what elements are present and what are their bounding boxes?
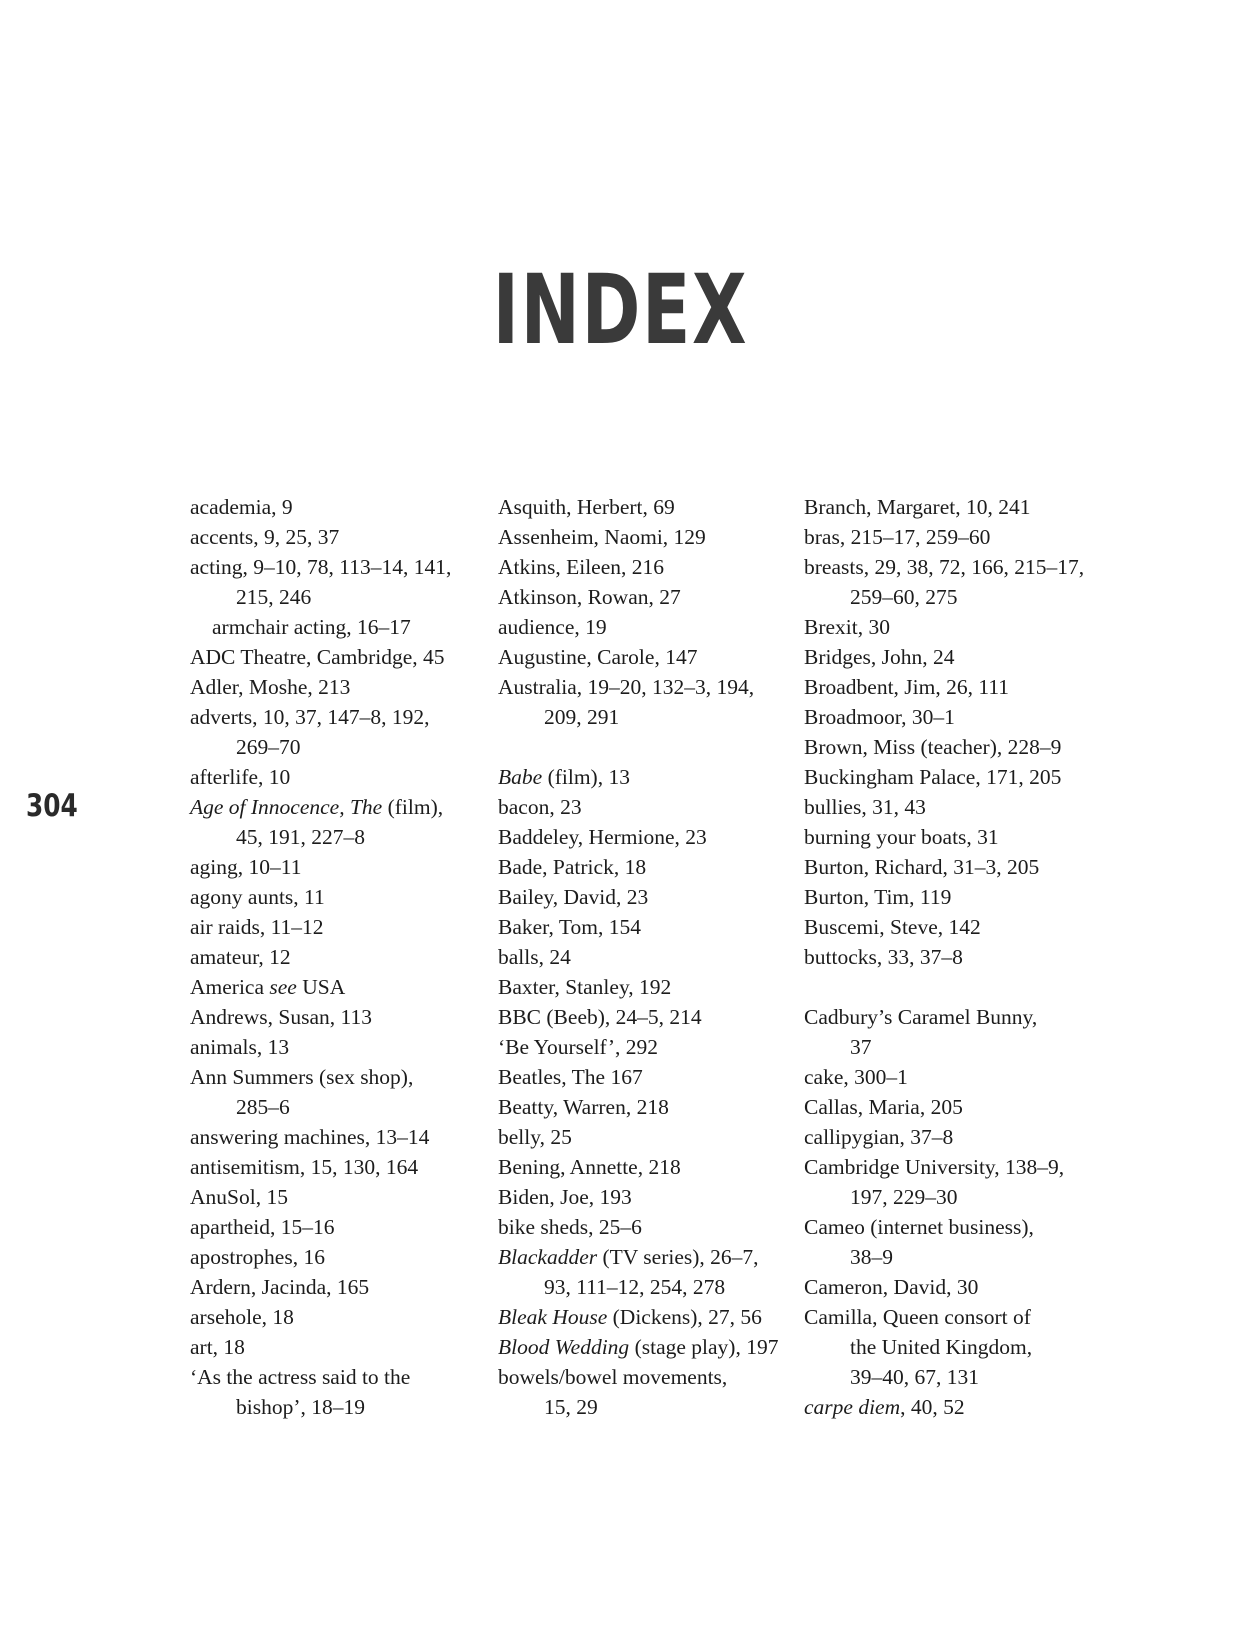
index-entry (804, 1122, 1104, 1152)
index-entry-text: bacon, 23 (498, 795, 582, 819)
index-entry-text: buttocks, 33, 37–8 (804, 945, 963, 969)
index-entry-text: Burton, Tim, 119 (804, 885, 952, 909)
letter-group-spacer (804, 972, 1104, 1002)
index-entry (804, 1392, 1104, 1422)
index-column-2 (498, 492, 798, 1422)
index-entry-continuation (804, 1242, 1104, 1272)
index-entry-text: acting, 9–10, 78, 113–14, 141, (190, 555, 452, 579)
index-entry (190, 492, 490, 522)
index-entry-text: Adler, Moshe, 213 (190, 675, 351, 699)
index-entry-text: ‘Be Yourself’, 292 (498, 1035, 659, 1059)
index-entry-text: Baxter, Stanley, 192 (498, 975, 672, 999)
index-entry-text: Cameron, David, 30 (804, 1275, 979, 1299)
index-entry-text: Beatty, Warren, 218 (498, 1095, 669, 1119)
index-entry (804, 912, 1104, 942)
index-entry (498, 672, 798, 702)
index-entry-text: Bailey, David, 23 (498, 885, 649, 909)
index-entry-text: bras, 215–17, 259–60 (804, 525, 991, 549)
index-entry-continuation (190, 582, 490, 612)
index-entry-text: Ardern, Jacinda, 165 (190, 1275, 370, 1299)
index-entry-continuation (190, 732, 490, 762)
index-entry (190, 912, 490, 942)
index-entry-text: 39–40, 67, 131 (850, 1365, 979, 1389)
index-entry-text: Atkinson, Rowan, 27 (498, 585, 681, 609)
index-entry-italic-text: Blackadder (498, 1245, 598, 1269)
index-entry-text: (film), (382, 795, 444, 819)
index-entry-text: 197, 229–30 (850, 1185, 958, 1209)
index-entry (498, 522, 798, 552)
index-entry-text: armchair acting, 16–17 (212, 615, 411, 639)
index-entry-text: America (190, 975, 270, 999)
index-entry-continuation (190, 612, 490, 642)
index-entry-text: amateur, 12 (190, 945, 291, 969)
index-entry-text: Branch, Margaret, 10, 241 (804, 495, 1031, 519)
page-number: 304 (26, 788, 78, 824)
index-entry-text: Biden, Joe, 193 (498, 1185, 632, 1209)
index-entry-text: answering machines, 13–14 (190, 1125, 430, 1149)
index-entry (804, 1062, 1104, 1092)
index-entry-italic-text: carpe diem (804, 1395, 901, 1419)
index-entry (190, 1032, 490, 1062)
index-entry-text: aging, 10–11 (190, 855, 302, 879)
index-entry (190, 882, 490, 912)
index-entry-text: air raids, 11–12 (190, 915, 324, 939)
index-entry-text: 285–6 (236, 1095, 290, 1119)
index-entry-text: (TV series), 26–7, (597, 1245, 759, 1269)
index-entry-text: Ann Summers (sex shop), (190, 1065, 414, 1089)
index-entry-text: Cambridge University, 138–9, (804, 1155, 1065, 1179)
index-entry-text: 215, 246 (236, 585, 312, 609)
index-entry-italic-text: Blood Wedding (498, 1335, 630, 1359)
index-entry-text: 93, 111–12, 254, 278 (544, 1275, 726, 1299)
index-entry (804, 732, 1104, 762)
index-entry (190, 1062, 490, 1092)
index-entry (498, 942, 798, 972)
index-entry-text: 45, 191, 227–8 (236, 825, 365, 849)
index-entry-continuation (190, 1392, 490, 1422)
index-entry (190, 1002, 490, 1032)
index-entry-continuation (190, 822, 490, 852)
index-entry (804, 762, 1104, 792)
index-entry (804, 1002, 1104, 1032)
index-entry (190, 792, 490, 822)
index-entry-text: 259–60, 275 (850, 585, 958, 609)
index-entry (804, 1092, 1104, 1122)
index-entry-italic-text: Bleak House (498, 1305, 608, 1329)
index-entry-text: agony aunts, 11 (190, 885, 325, 909)
index-entry (804, 1302, 1104, 1332)
index-entry (498, 1122, 798, 1152)
index-entry-text: USA (296, 975, 346, 999)
index-entry-italic-text: Age of Innocence, The (190, 795, 383, 819)
index-entry-text: ‘As the actress said to the (190, 1365, 411, 1389)
index-entry (190, 1182, 490, 1212)
index-column-3 (804, 492, 1104, 1422)
index-entry-text: 209, 291 (544, 705, 620, 729)
index-entry-text: 37 (850, 1035, 872, 1059)
index-entry (498, 1002, 798, 1032)
index-entry-text: (stage play), 197 (629, 1335, 779, 1359)
index-entry (804, 942, 1104, 972)
index-entry-text: Callas, Maria, 205 (804, 1095, 963, 1119)
index-entry (190, 852, 490, 882)
index-entry-text: belly, 25 (498, 1125, 572, 1149)
index-entry (804, 642, 1104, 672)
index-entry-text: balls, 24 (498, 945, 571, 969)
index-entry (190, 702, 490, 732)
index-entry-text: accents, 9, 25, 37 (190, 525, 340, 549)
index-entry-text: apostrophes, 16 (190, 1245, 325, 1269)
index-entry (498, 1182, 798, 1212)
index-entry-text: Baker, Tom, 154 (498, 915, 641, 939)
index-entry-continuation (190, 1092, 490, 1122)
index-entry-text: bike sheds, 25–6 (498, 1215, 642, 1239)
index-entry-text: Buckingham Palace, 171, 205 (804, 765, 1062, 789)
index-entry (190, 1242, 490, 1272)
index-entry-continuation (498, 1272, 798, 1302)
index-entry (804, 612, 1104, 642)
letter-group-spacer (498, 732, 798, 762)
index-entry (498, 552, 798, 582)
index-entry (804, 552, 1104, 582)
index-entry (190, 1122, 490, 1152)
index-entry-text: arsehole, 18 (190, 1305, 294, 1329)
index-entry-text: callipygian, 37–8 (804, 1125, 954, 1149)
index-entry-italic-text: Babe (498, 765, 543, 789)
index-entry (498, 1062, 798, 1092)
index-entry-text: Burton, Richard, 31–3, 205 (804, 855, 1040, 879)
index-entry (804, 702, 1104, 732)
index-entry (498, 1362, 798, 1392)
index-entry (498, 822, 798, 852)
index-entry (804, 522, 1104, 552)
index-entry (498, 792, 798, 822)
index-entry-text: (Dickens), 27, 56 (607, 1305, 762, 1329)
index-entry (190, 1152, 490, 1182)
index-entry-text: cake, 300–1 (804, 1065, 908, 1089)
index-entry (804, 492, 1104, 522)
index-entry-text: bishop’, 18–19 (236, 1395, 365, 1419)
index-entry (190, 972, 490, 1002)
page-title: INDEX (492, 254, 749, 366)
index-entry-text: Bridges, John, 24 (804, 645, 955, 669)
index-entry (804, 852, 1104, 882)
index-entry-continuation (498, 702, 798, 732)
index-entry-text: adverts, 10, 37, 147–8, 192, (190, 705, 430, 729)
index-entry-continuation (804, 1182, 1104, 1212)
index-entry-text: Australia, 19–20, 132–3, 194, (498, 675, 755, 699)
index-entry (190, 1302, 490, 1332)
index-entry-text: academia, 9 (190, 495, 293, 519)
index-entry (498, 1032, 798, 1062)
index-entry (498, 642, 798, 672)
index-entry (190, 1332, 490, 1362)
index-entry (498, 1212, 798, 1242)
index-entry-text: audience, 19 (498, 615, 607, 639)
index-entry (804, 1272, 1104, 1302)
index-entry-text: Camilla, Queen consort of (804, 1305, 1031, 1329)
index-entry-text: Bening, Annette, 218 (498, 1155, 681, 1179)
index-entry (804, 672, 1104, 702)
index-entry (498, 762, 798, 792)
index-entry (190, 942, 490, 972)
index-entry (190, 1362, 490, 1392)
index-entry-text: Brown, Miss (teacher), 228–9 (804, 735, 1062, 759)
index-entry (498, 912, 798, 942)
index-entry-italic-text: see (269, 975, 297, 999)
index-entry (498, 882, 798, 912)
index-entry-text: Cadbury’s Caramel Bunny, (804, 1005, 1038, 1029)
index-entry (498, 1302, 798, 1332)
index-entry-text: Andrews, Susan, 113 (190, 1005, 372, 1029)
index-entry (804, 882, 1104, 912)
index-entry (804, 792, 1104, 822)
index-entry-text: Augustine, Carole, 147 (498, 645, 698, 669)
index-entry-continuation (498, 1392, 798, 1422)
index-entry (190, 762, 490, 792)
index-entry-text: antisemitism, 15, 130, 164 (190, 1155, 419, 1179)
index-entry (498, 1332, 798, 1362)
index-entry-text: Asquith, Herbert, 69 (498, 495, 675, 519)
index-entry-continuation (804, 1362, 1104, 1392)
index-entry-text: the United Kingdom, (850, 1335, 1033, 1359)
index-entry-text: Brexit, 30 (804, 615, 890, 639)
index-entry (190, 1212, 490, 1242)
index-entry-text: AnuSol, 15 (190, 1185, 288, 1209)
index-entry-text: (film), 13 (542, 765, 630, 789)
index-entry (190, 642, 490, 672)
index-entry (498, 972, 798, 1002)
index-entry-text: 269–70 (236, 735, 301, 759)
index-entry (498, 612, 798, 642)
index-entry-text: Atkins, Eileen, 216 (498, 555, 665, 579)
index-entry-text: bullies, 31, 43 (804, 795, 926, 819)
index-entry (498, 1092, 798, 1122)
index-entry-text: art, 18 (190, 1335, 245, 1359)
index-entry-text: Assenheim, Naomi, 129 (498, 525, 706, 549)
index-entry-continuation (804, 1032, 1104, 1062)
index-entry (804, 822, 1104, 852)
index-entry-text: Bade, Patrick, 18 (498, 855, 647, 879)
index-entry-text: 15, 29 (544, 1395, 598, 1419)
index-entry-text: Baddeley, Hermione, 23 (498, 825, 707, 849)
index-entry-text: breasts, 29, 38, 72, 166, 215–17, (804, 555, 1085, 579)
index-entry-text: Broadmoor, 30–1 (804, 705, 955, 729)
index-entry-text: Beatles, The 167 (498, 1065, 643, 1089)
index-entry-text: animals, 13 (190, 1035, 290, 1059)
index-entry-continuation (804, 582, 1104, 612)
index-entry-text: , 40, 52 (900, 1395, 965, 1419)
index-entry (804, 1152, 1104, 1182)
index-entry-text: Cameo (internet business), (804, 1215, 1034, 1239)
index-entry-text: Broadbent, Jim, 26, 111 (804, 675, 1010, 699)
index-entry (190, 1272, 490, 1302)
index-entry-text: Buscemi, Steve, 142 (804, 915, 981, 939)
index-entry (190, 522, 490, 552)
index-entry-text: burning your boats, 31 (804, 825, 999, 849)
index-entry-text: bowels/bowel movements, (498, 1365, 728, 1389)
index-entry-continuation (804, 1332, 1104, 1362)
index-entry (804, 1212, 1104, 1242)
index-entry (190, 672, 490, 702)
index-entry-text: ADC Theatre, Cambridge, 45 (190, 645, 445, 669)
index-entry (498, 492, 798, 522)
index-column-1 (190, 492, 490, 1422)
index-entry (190, 552, 490, 582)
index-entry-text: afterlife, 10 (190, 765, 291, 789)
index-entry (498, 1242, 798, 1272)
index-entry-text: BBC (Beeb), 24–5, 214 (498, 1005, 702, 1029)
index-entry (498, 852, 798, 882)
index-entry-text: apartheid, 15–16 (190, 1215, 335, 1239)
index-entry (498, 1152, 798, 1182)
index-entry-text: 38–9 (850, 1245, 893, 1269)
index-entry (498, 582, 798, 612)
